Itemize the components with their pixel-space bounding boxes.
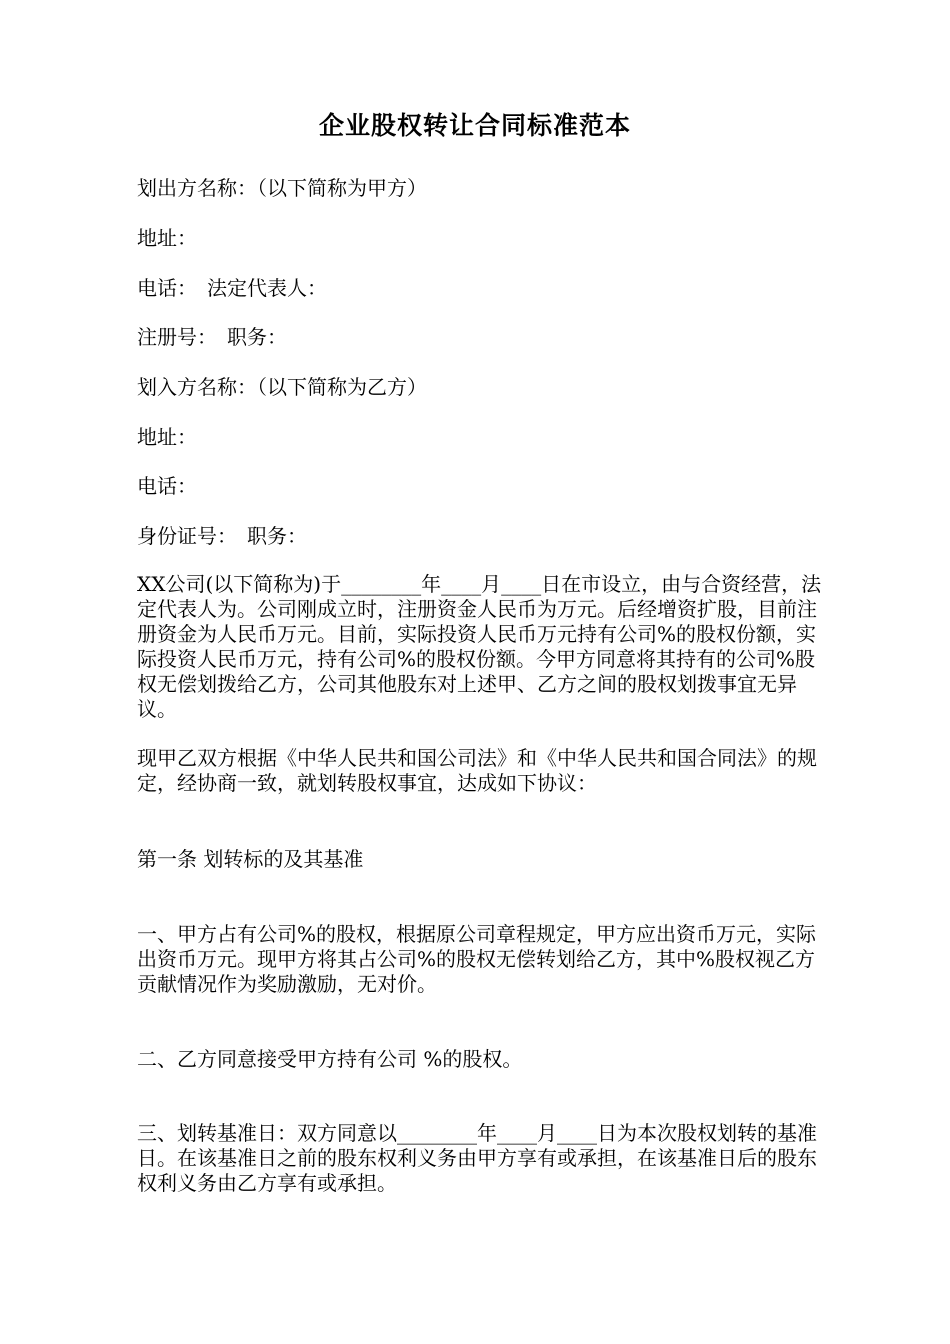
document-title: 企业股权转让合同标准范本 — [318, 111, 631, 140]
party-a-name-line: 划出方名称：（以下简称为甲方） — [137, 176, 427, 200]
party-b-address-line: 地址： — [137, 425, 197, 449]
party-b-name-line: 划入方名称：（以下简称为乙方） — [137, 375, 427, 399]
clause-2: 二、乙方同意接受甲方持有公司 %的股权。 — [137, 1047, 523, 1071]
clause-1: 一、甲方占有公司%的股权，根据原公司章程规定，甲方应出资币万元，实际出资币万元。现甲方将其占公司%的股权无偿转划给乙方，其中%股权视乙方贡献情况作为奖励激励，无对价。 — [137, 922, 817, 996]
party-b-phone-line: 电话： — [137, 474, 197, 498]
party-b-id-line: 身份证号： 职务： — [137, 524, 307, 548]
party-a-address-line: 地址： — [137, 226, 197, 250]
party-a-registration-line: 注册号： 职务： — [137, 325, 287, 349]
agreement-paragraph: 现甲乙双方根据《中华人民共和国公司法》和《中华人民共和国合同法》的规定，经协商一致，就划转股权事宜，达成如下协议： — [137, 746, 817, 795]
article-1-heading: 第一条 划转标的及其基准 — [137, 847, 364, 871]
clause-3: 三、划转基准日：双方同意以________年____月____日为本次股权划转的基准日。在该基准日之前的股东权利义务由甲方享有或承担，在该基准日后的股东权利义务由乙方享有或承担。 — [137, 1121, 817, 1195]
party-a-phone-line: 电话： 法定代表人： — [137, 276, 327, 300]
intro-paragraph: XX公司(以下简称为)于________年____月____日在市设立，由与合资经营，法定代表人为。公司刚成立时，注册资金人民币为万元。后经增资扩股，目前注册资金为人民币万元。目前，实际投资人民币万元持有公司%的股权份额，实际投资人民币万元，持有公司%的股权份额。今甲方同意将其持有的公司%股权无偿划拨给乙方，公司其他股东对上述甲、乙方之间的股权划拨事宜无异议。 — [137, 572, 822, 721]
